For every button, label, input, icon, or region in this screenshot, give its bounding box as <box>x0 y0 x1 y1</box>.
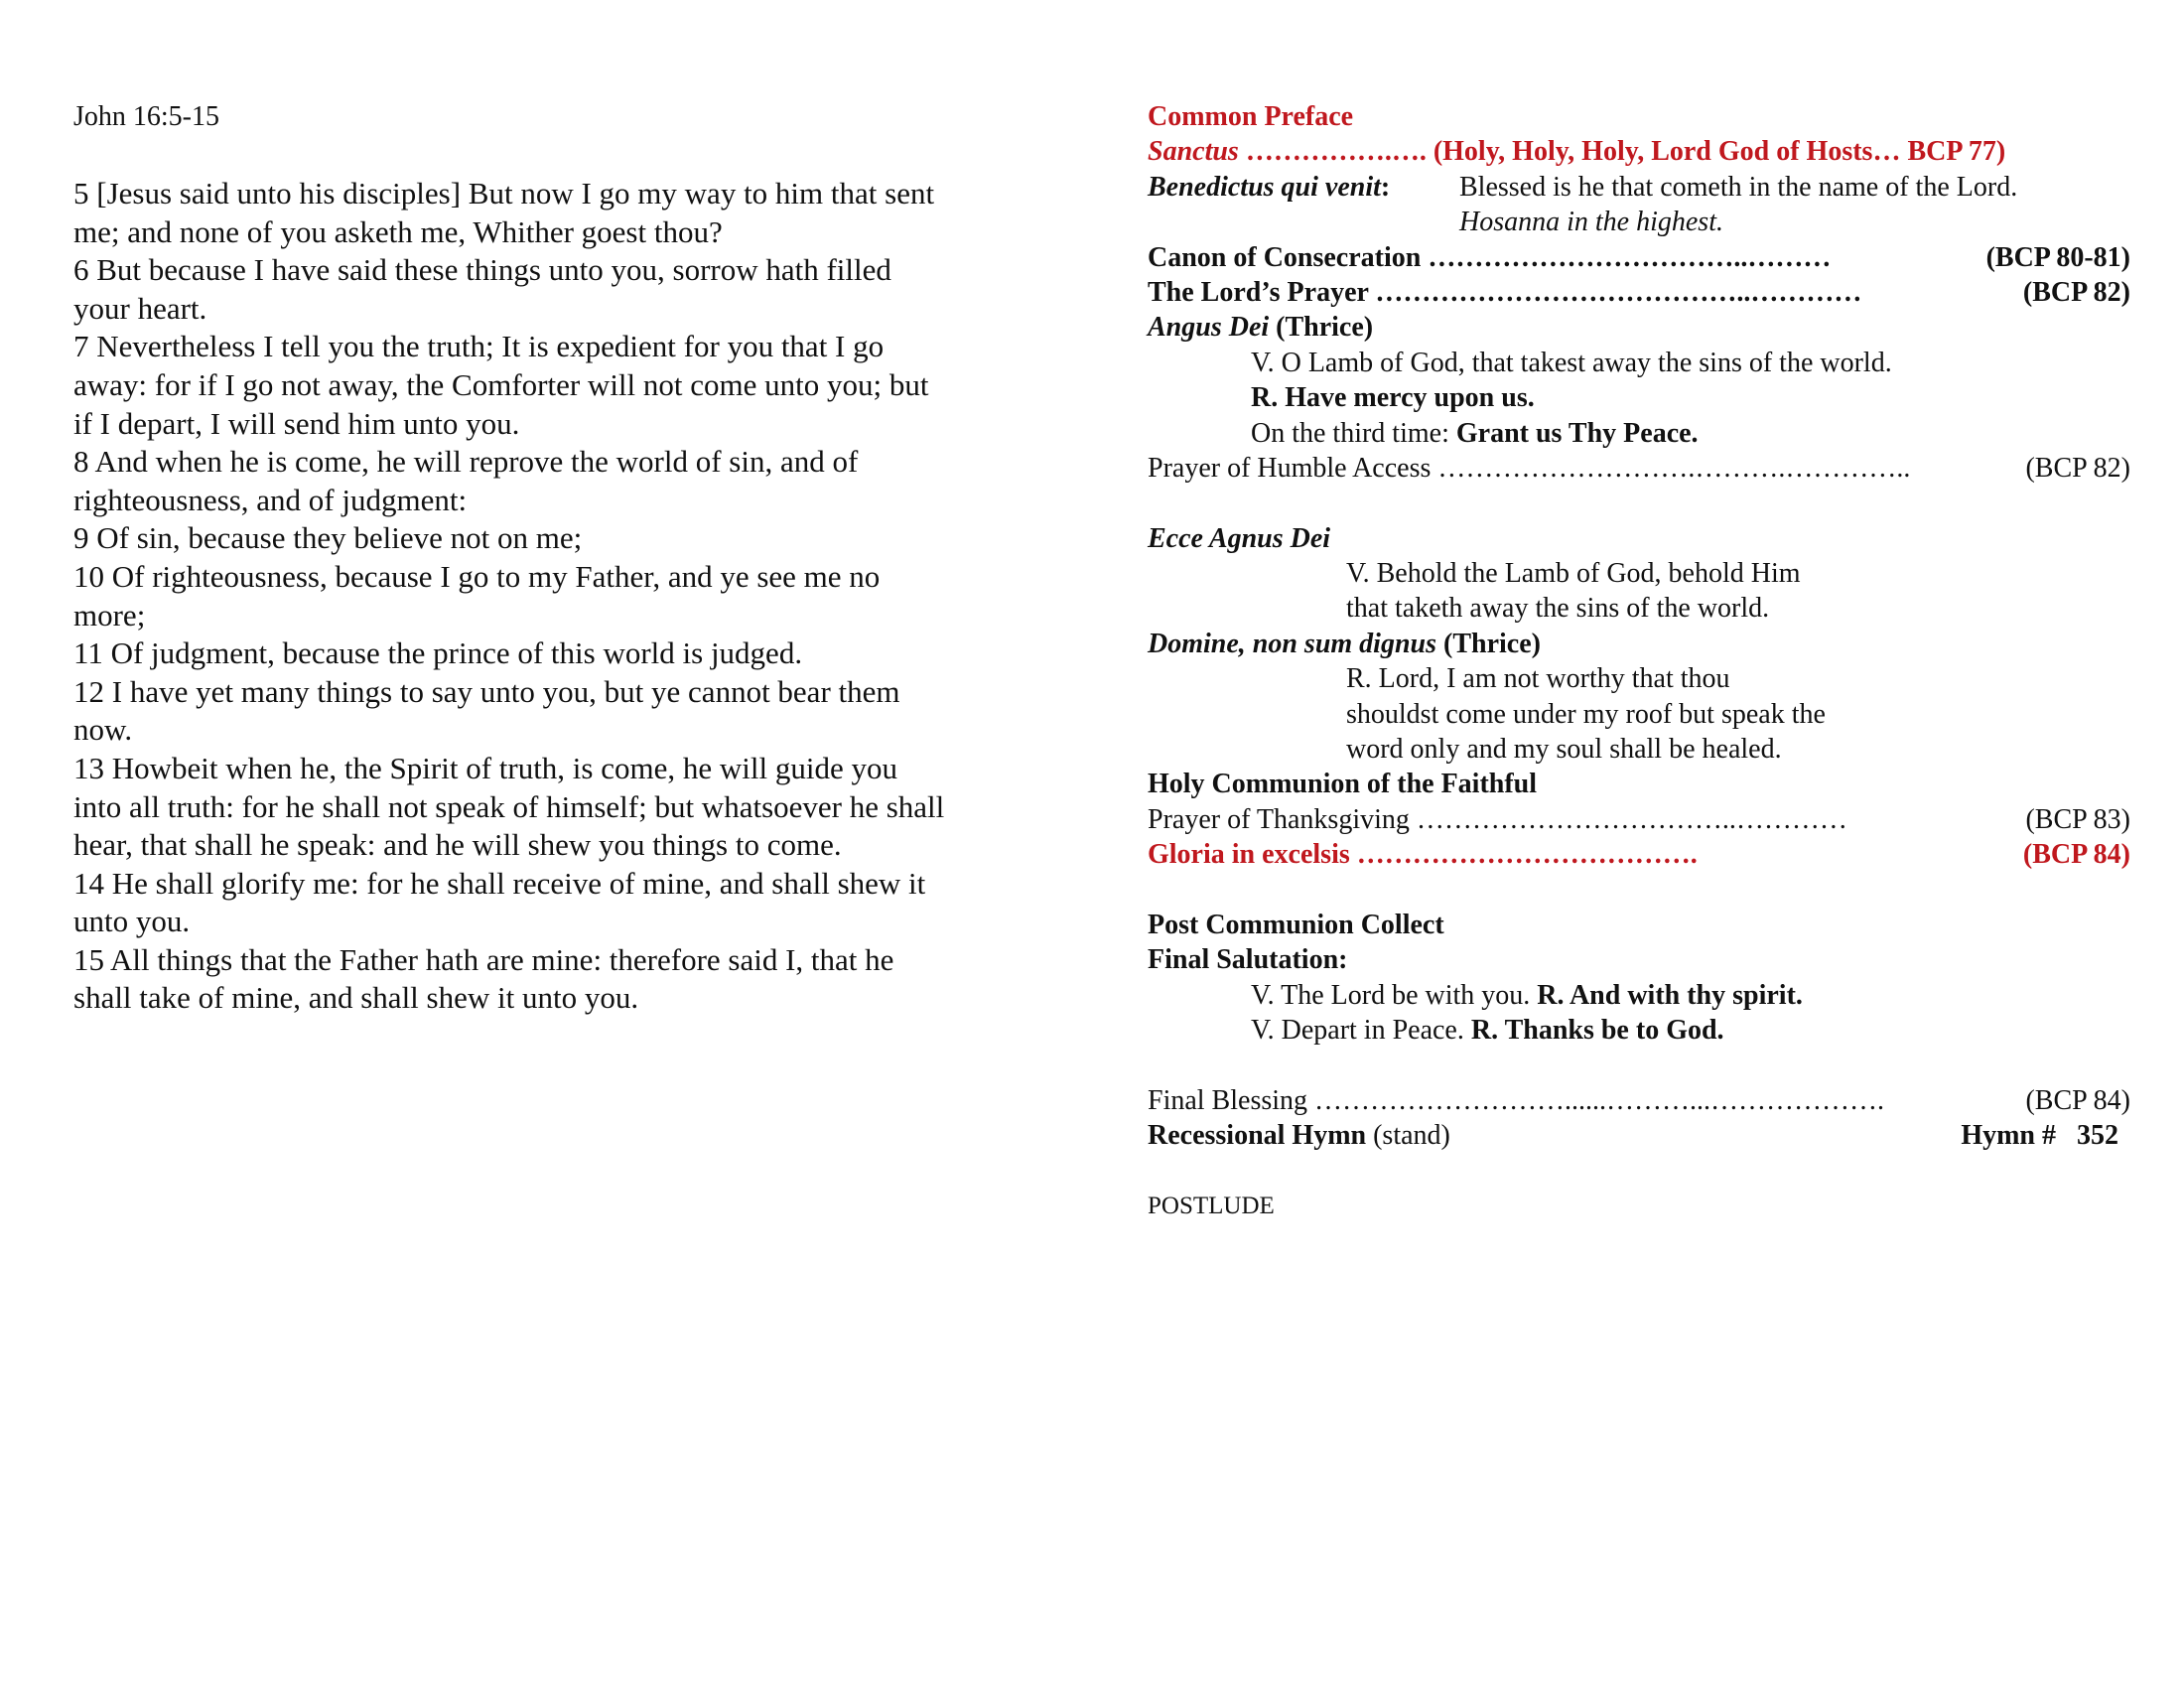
verse-line: now. <box>73 712 133 748</box>
sanctus-dots: …………….…. <box>1238 136 1433 168</box>
humble-access-line <box>1148 451 2130 486</box>
verse-line: 14 He shall glorify me: for he shall receive of mine, and shall shew it <box>73 865 926 901</box>
hymn-label: Hymn # <box>1961 1120 2056 1152</box>
spacer <box>1148 1049 2130 1083</box>
verse-line: 9 Of sin, because they believe not on me; <box>73 520 583 556</box>
verse-line: into all truth: for he shall not speak of himself; but whatsoever he shall <box>73 788 945 824</box>
benedictus-colon: : <box>1380 171 1391 203</box>
verse-line: 13 Howbeit when he, the Spirit of truth, is come, he will guide you <box>73 750 897 785</box>
agnus-third-prefix: On the third time: <box>1251 417 1456 449</box>
domine-line <box>1148 627 2130 661</box>
verse-line: more; <box>73 597 146 633</box>
agnus-suffix: (Thrice) <box>1269 312 1374 344</box>
hymn-number-block <box>1961 1118 2118 1153</box>
verse-line: your heart. <box>73 290 207 326</box>
verse-line: 15 All things that the Father hath are mine: therefore said I, that he <box>73 941 894 977</box>
ecce-versicle-2: that taketh away the sins of the world. <box>1346 593 1770 625</box>
ecce-versicle-1: V. Behold the Lamb of God, behold Him <box>1346 558 1801 590</box>
final-blessing-dots: ………………………......………...………………. <box>1307 1084 1885 1116</box>
verse-line: 6 But because I have said these things unto you, sorrow hath filled <box>73 252 891 288</box>
sanctus-line <box>1148 134 2130 169</box>
salutation-1-response: R. And with thy spirit. <box>1537 979 1803 1011</box>
scripture-reference: John 16:5-15 <box>73 101 219 132</box>
postlude: POSTLUDE <box>1148 1193 1275 1220</box>
domine-title: Domine, non sum dignus <box>1148 628 1436 659</box>
order-of-service <box>1148 99 2130 1224</box>
domine-response-1: R. Lord, I am not worthy that thou <box>1346 663 1730 695</box>
salutation-1-versicle: V. The Lord be with you. <box>1251 979 1538 1011</box>
spacer <box>1148 1154 2130 1189</box>
verse-line: unto you. <box>73 904 191 939</box>
spacer <box>1148 486 2130 520</box>
spacer <box>1148 873 2130 908</box>
common-preface-heading: Common Preface <box>1148 101 1354 132</box>
agnus-title: Angus Dei <box>1148 312 1270 344</box>
domine-response-3: word only and my soul shall be healed. <box>1346 734 1782 766</box>
thanksgiving-title: Prayer of Thanksgiving <box>1148 803 1410 835</box>
benedictus-line <box>1148 170 2130 205</box>
post-communion-heading: Post Communion Collect <box>1148 909 1444 940</box>
verse-line: righteousness, and of judgment: <box>73 482 468 517</box>
holy-communion-heading: Holy Communion of the Faithful <box>1148 769 1538 800</box>
thanksgiving-dots: ……………………………..………… <box>1409 803 1847 835</box>
hosanna-line <box>1148 205 2130 239</box>
thanksgiving-line <box>1148 802 2130 837</box>
agnus-response: R. Have mercy upon us. <box>1251 382 1535 414</box>
recessional-line <box>1148 1118 2130 1153</box>
verse-line: away: for if I go not away, the Comforter will not come unto you; but <box>73 366 929 402</box>
gloria-ref: (BCP 84) <box>2022 839 2130 871</box>
domine-response-2: shouldst come under my roof but speak the <box>1346 698 1826 730</box>
agnus-line <box>1148 310 2130 345</box>
salutation-line-2 <box>1148 1013 2130 1048</box>
final-salutation-heading: Final Salutation: <box>1148 944 1348 976</box>
canon-title: Canon of Consecration <box>1148 241 1422 273</box>
verse-line: 10 Of righteousness, because I go to my Father, and ye see me no <box>73 558 881 594</box>
verse-line: hear, that shall he speak: and he will shew you things to come. <box>73 827 842 863</box>
verse-line: 7 Nevertheless I tell you the truth; It is expedient for you that I go <box>73 329 885 364</box>
agnus-versicle: V. O Lamb of God, that takest away the sins of the world. <box>1251 347 1892 378</box>
right-page <box>1092 0 2184 1688</box>
final-blessing-ref: (BCP 84) <box>2025 1084 2130 1116</box>
hosanna-text: Hosanna in the highest. <box>1459 207 1723 238</box>
scripture-verses <box>73 175 1046 1018</box>
hymn-number: 352 <box>2077 1120 2118 1152</box>
verse-line: me; and none of you asketh me, Whither goest thou? <box>73 213 723 249</box>
agnus-third-line <box>1148 416 2130 451</box>
gloria-dots: ………………………………. <box>1349 839 1698 871</box>
gloria-title: Gloria in excelsis <box>1148 839 1350 871</box>
humble-access-ref: (BCP 82) <box>2025 452 2130 484</box>
verse-line: 8 And when he is come, he will reprove the world of sin, and of <box>73 444 859 480</box>
verse-line: if I depart, I will send him unto you. <box>73 405 520 441</box>
verse-line: 5 [Jesus said unto his disciples] But now I go my way to him that sent <box>73 176 935 211</box>
sanctus-text: (Holy, Holy, Holy, Lord God of Hosts… BCP 77) <box>1433 136 2006 168</box>
canon-ref: (BCP 80-81) <box>1985 241 2130 273</box>
salutation-2-response: R. Thanks be to God. <box>1470 1015 1724 1047</box>
humble-access-dots: ……………………….……….………….. <box>1431 452 1911 484</box>
recessional-title: Recessional Hymn <box>1148 1120 1367 1152</box>
benedictus-text: Blessed is he that cometh in the name of the Lord. <box>1459 171 2018 203</box>
verse-line: 11 Of judgment, because the prince of this world is judged. <box>73 635 803 671</box>
benedictus-title: Benedictus qui venit <box>1148 171 1381 203</box>
salutation-2-versicle: V. Depart in Peace. <box>1251 1015 1471 1047</box>
gloria-line <box>1148 837 2130 872</box>
final-blessing-line <box>1148 1083 2130 1118</box>
humble-access-title: Prayer of Humble Access <box>1148 452 1432 484</box>
lords-prayer-ref: (BCP 82) <box>2022 276 2130 308</box>
ecce-title: Ecce Agnus Dei <box>1148 522 1331 554</box>
verse-line: shall take of mine, and shall shew it unto you. <box>73 980 639 1016</box>
canon-dots: ……………………………..……… <box>1421 241 1832 273</box>
lords-prayer-dots: …………………………………..………… <box>1368 276 1862 308</box>
lords-prayer-line <box>1148 275 2130 310</box>
verse-line: 12 I have yet many things to say unto you, but ye cannot bear them <box>73 673 900 709</box>
sanctus-title: Sanctus <box>1148 136 1239 168</box>
lords-prayer-title: The Lord’s Prayer <box>1148 276 1369 308</box>
domine-suffix: (Thrice) <box>1436 628 1541 659</box>
canon-line <box>1148 240 2130 275</box>
agnus-third-bold: Grant us Thy Peace. <box>1455 417 1699 449</box>
recessional-suffix: (stand) <box>1366 1120 1450 1152</box>
thanksgiving-ref: (BCP 83) <box>2025 803 2130 835</box>
salutation-line-1 <box>1148 978 2130 1013</box>
final-blessing-title: Final Blessing <box>1148 1084 1308 1116</box>
